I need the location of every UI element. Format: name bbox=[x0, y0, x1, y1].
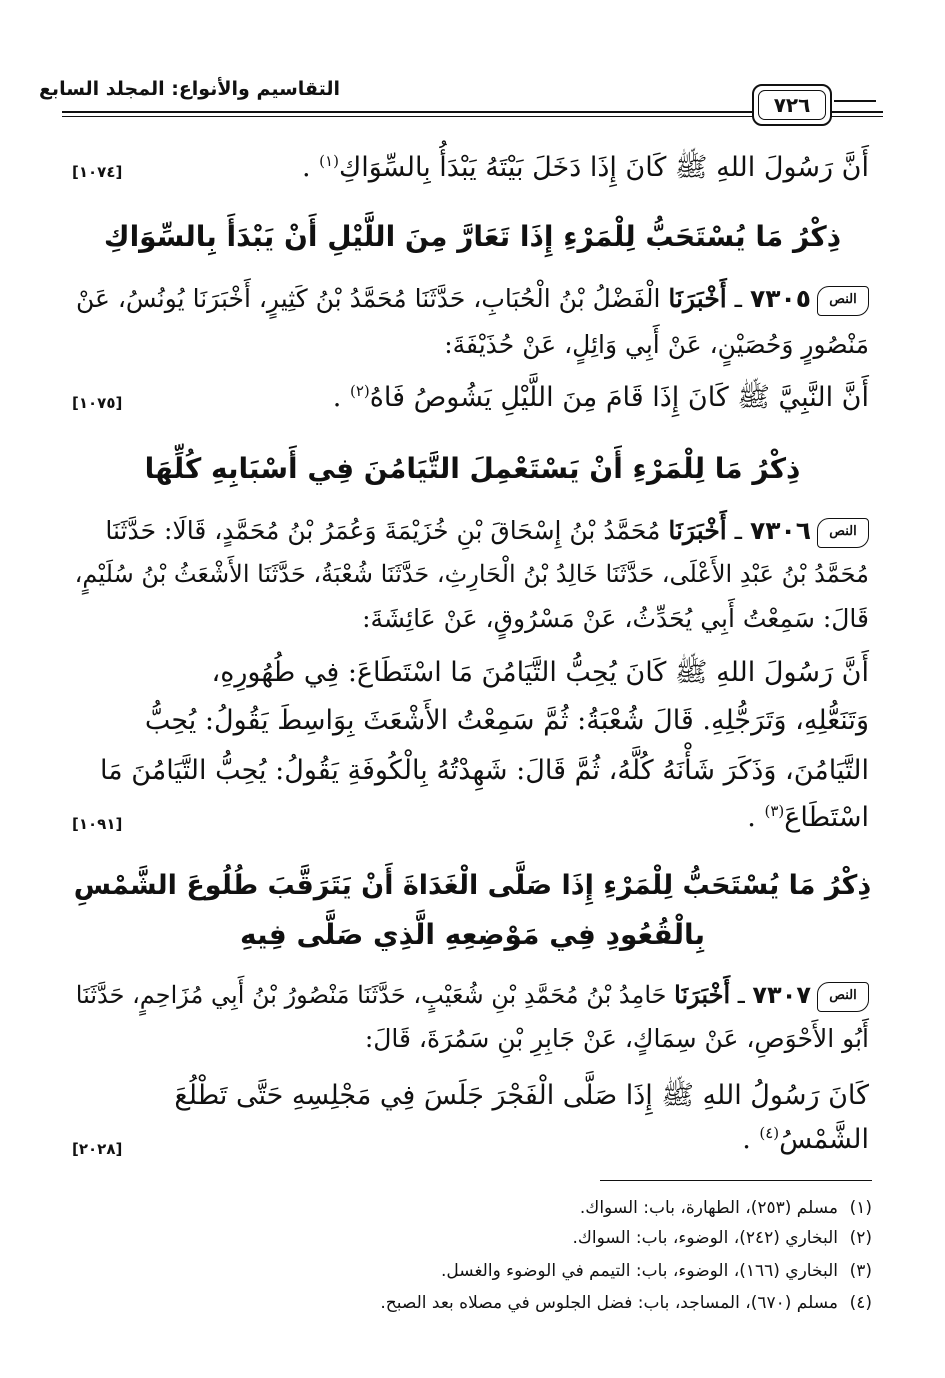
hadith-number: ٧٣٠٥ bbox=[749, 284, 811, 313]
page-number: ٧٢٦ bbox=[758, 90, 826, 120]
chapter-heading: ذِكْرُ مَا لِلْمَرْءِ أَنْ يَسْتَعْمِلَ التَّيَامُنَ فِي أَسْبَابِهِ كُلِّهَا bbox=[144, 452, 801, 485]
footnote: (١)مسلم (٢٥٣)، الطهارة، باب: السواك. bbox=[579, 1198, 872, 1218]
hadith-matn-line: أَنَّ رَسُولَ اللهِ ﷺ كَانَ إِذَا دَخَلَ بَيْتَهُ يَبْدَأُ بِالسِّوَاكِ$^{(١)}$ . bbox=[302, 152, 869, 183]
text-badge-icon: النص bbox=[817, 982, 869, 1012]
running-header-title: التقاسيم والأنواع: المجلد السابع bbox=[38, 78, 340, 100]
footnote-marker: (٢) bbox=[349, 382, 370, 400]
hadith-reference: [٢٠٢٨] bbox=[72, 1140, 123, 1158]
text-badge-icon: النص bbox=[817, 286, 869, 316]
hadith-matn-line: كَانَ رَسُولُ اللهِ ﷺ إِذَا صَلَّى الْفَجْرَ جَلَسَ فِي مَجْلِسِهِ حَتَّى تَطْلُعَ bbox=[174, 1080, 869, 1111]
hadith-matn-line: أَنَّ النَّبِيَّ ﷺ كَانَ إِذَا قَامَ مِنَ اللَّيْلِ يَشُوصُ فَاهُ$^{(٢)}$ . bbox=[332, 382, 869, 413]
isnad-line: قَالَ: سَمِعْتُ أَبِي يُحَدِّثُ، عَنْ مَسْرُوقٍ، عَنْ عَائِشَةَ: bbox=[362, 604, 869, 633]
hadith-number: ٧٣٠٧ bbox=[752, 981, 811, 1009]
hadith-reference: [١٠٧٥] bbox=[72, 394, 123, 412]
page-number-frame bbox=[752, 84, 832, 126]
hadith-matn-line: الشَّمْسُ$^{(٤)}$ . bbox=[742, 1124, 869, 1155]
hadith-matn-line: التَّيَامُنَ، وَذَكَرَ شَأْنَهُ كُلَّهُ، ثُمَّ قَالَ: شَهِدْتُهُ بِالْكُوفَةِ يَقُولُ: يُحِبُّ التَّيَامُنَ مَا bbox=[99, 755, 869, 786]
chapter-heading: ذِكْرُ مَا يُسْتَحَبُّ لِلْمَرْءِ إِذَا تَعَارَّ مِنَ اللَّيْلِ أَنْ يَبْدَأَ بِالسِّوَاكِ bbox=[103, 220, 842, 253]
isnad-line: مُحَمَّدُ بْنُ عَبْدِ الأَعْلَى، حَدَّثَنَا خَالِدُ بْنُ الْحَارِثِ، حَدَّثَنَا شُعْبَةُ، حَدَّثَنَا الأَشْعَثُ بْنُ سُلَيْمٍ، bbox=[74, 560, 869, 588]
footnote-marker: (٤) bbox=[759, 1124, 780, 1142]
text-badge-icon: النص bbox=[817, 518, 869, 548]
isnad-line: النص٧٣٠٧ ـ أَخْبَرَنَا حَامِدُ بْنُ مُحَمَّدِ بْنِ شُعَيْبٍ، حَدَّثَنَا مَنْصُورُ بْنُ أَبِي مُزَاحِمٍ، حَدَّثَنَا bbox=[76, 980, 869, 1012]
hadith-reference: [١٠٩١] bbox=[72, 815, 123, 833]
footnote: (٤)مسلم (٦٧٠)، المساجد، باب: فضل الجلوس في مصلاه بعد الصبح. bbox=[380, 1293, 872, 1313]
chapter-heading: ذِكْرُ مَا يُسْتَحَبُّ لِلْمَرْءِ إِذَا صَلَّى الْغَدَاةَ أَنْ يَتَرَقَّبَ طُلُوعَ الشَّمْسِ bbox=[73, 870, 872, 901]
footnote: (٢)البخاري (٢٤٢)، الوضوء، باب: السواك. bbox=[572, 1228, 872, 1248]
hadith-number: ٧٣٠٦ bbox=[749, 516, 811, 545]
hadith-reference: [١٠٧٤] bbox=[72, 163, 123, 181]
chapter-heading-continued: بِالْقُعُودِ فِي مَوْضِعِهِ الَّذِي صَلَّى فِيهِ bbox=[239, 918, 706, 951]
isnad-line: النص٧٣٠٥ ـ أَخْبَرَنَا الْفَضْلُ بْنُ الْحُبَابِ، حَدَّثَنَا مُحَمَّدُ بْنُ كَثِيرٍ، أَخْبَرَنَا يُونُسُ، عَنْ bbox=[76, 284, 869, 316]
isnad-line: مَنْصُورٍ وَحُصَيْنٍ، عَنْ أَبِي وَائِلٍ، عَنْ حُذَيْفَةَ: bbox=[444, 330, 869, 359]
hadith-matn-line: وَتَنَعُّلِهِ، وَتَرَجُّلِهِ. قَالَ شُعْبَةُ: ثُمَّ سَمِعْتُ الأَشْعَثَ بِوَاسِطَ يَقُولُ: يُحِبُّ bbox=[144, 705, 869, 736]
footnote: (٣)البخاري (١٦٦)، الوضوء، باب: التيمم في الوضوء والغسل. bbox=[441, 1261, 872, 1281]
hadith-matn-line: اسْتَطَاعَ$^{(٣)}$ . bbox=[747, 802, 869, 833]
isnad-line: أَبُو الأَحْوَصِ، عَنْ سِمَاكٍ، عَنْ جَابِرِ بْنِ سَمُرَةَ، قَالَ: bbox=[364, 1024, 869, 1053]
footnote-marker: (١) bbox=[319, 152, 339, 170]
isnad-line: النص٧٣٠٦ ـ أَخْبَرَنَا مُحَمَّدُ بْنُ إِسْحَاقَ بْنِ خُزَيْمَةَ وَعُمَرُ بْنُ مُحَمَّدٍ، قَالَا: حَدَّثَنَا bbox=[105, 516, 869, 548]
header-ornament-line bbox=[834, 100, 876, 102]
footnote-marker: (٣) bbox=[764, 802, 785, 820]
hadith-matn-line: أَنَّ رَسُولَ اللهِ ﷺ كَانَ يُحِبُّ التَّيَامُنَ مَا اسْتَطَاعَ: فِي طُهُورِهِ، bbox=[211, 657, 869, 688]
footnote-separator bbox=[600, 1180, 872, 1181]
